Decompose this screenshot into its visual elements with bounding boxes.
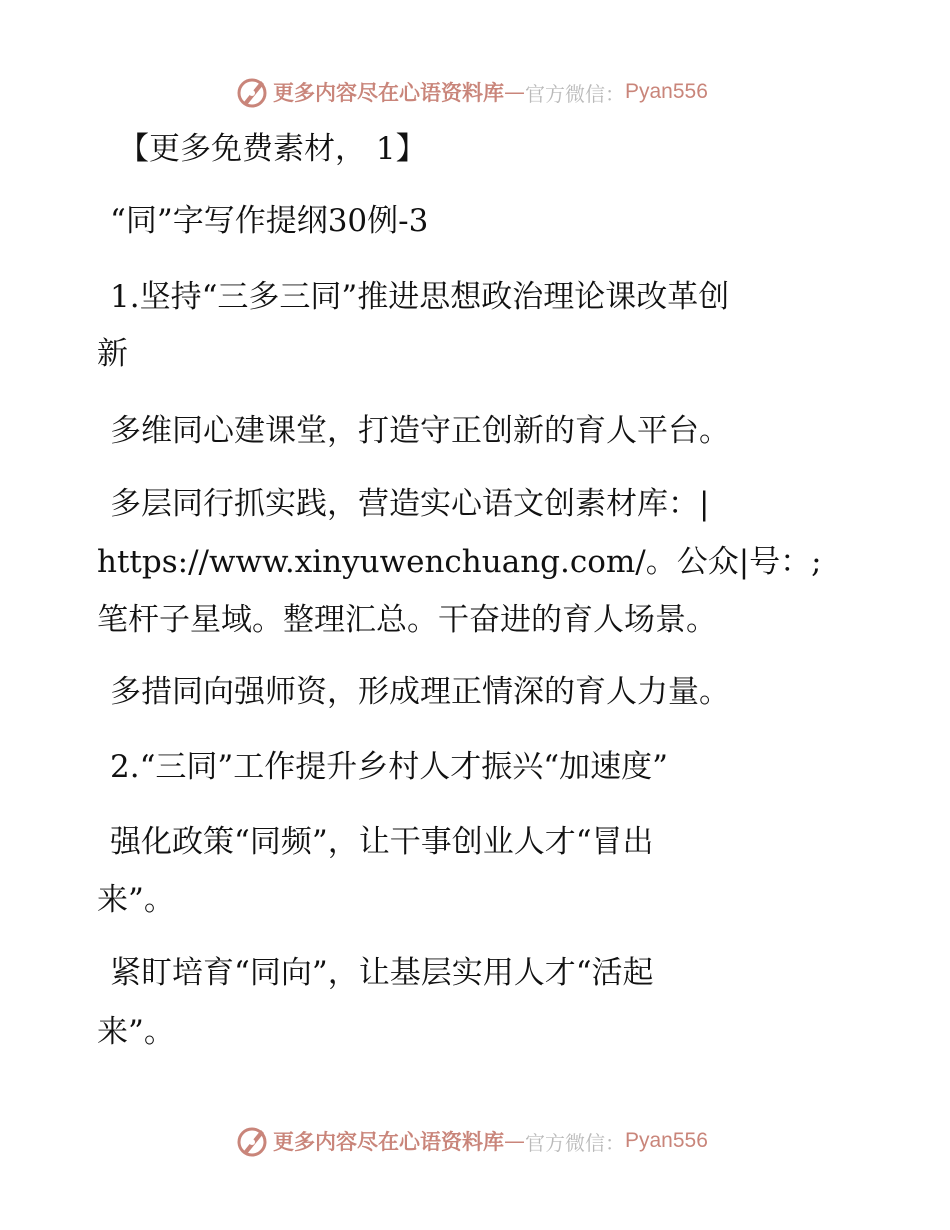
- header-banner: [0, 72, 950, 112]
- line-item-1-heading: 1.坚持“三多三同”推进思想政治理论课改革创: [110, 279, 730, 315]
- banner-wechat-id: Pyan556: [625, 1129, 708, 1152]
- line-item-2-point-1: 强化政策“同频”，让干事创业人才“冒出: [110, 824, 654, 860]
- line-item-1-point-2: 多层同行抓实践，营造实心语文创素材库：|: [110, 486, 710, 522]
- line-item-1-heading-cont: 新: [97, 336, 128, 372]
- banner-separator: —: [504, 1129, 525, 1153]
- line-item-2-point-2: 紧盯培育“同向”，让基层实用人才“活起: [110, 955, 654, 991]
- pen-logo-icon: [235, 75, 269, 109]
- banner-title: 更多内容尽在心语资料库: [273, 1129, 504, 1154]
- line-item-2-point-2-cont: 来”。: [97, 1014, 175, 1050]
- line-heading-more-materials: 【更多免费素材， 1】: [118, 131, 427, 167]
- line-item-1-point-3: 多措同向强师资，形成理正情深的育人力量。: [110, 674, 730, 710]
- banner-content: [235, 1121, 708, 1161]
- line-item-1-point-2-url: https://www.xinyuwenchuang.com/。公众|号：;: [97, 544, 822, 580]
- banner-title: 更多内容尽在心语资料库: [273, 80, 504, 105]
- line-title: “同”字写作提纲30例-3: [110, 203, 429, 239]
- banner-subtitle: 官方微信：: [525, 81, 625, 106]
- banner-subtitle: 官方微信：: [525, 1130, 625, 1155]
- line-item-1-point-1: 多维同心建课堂，打造守正创新的育人平台。: [110, 413, 730, 449]
- banner-content: [235, 72, 708, 112]
- pen-logo-icon: [235, 1124, 269, 1158]
- line-item-2-point-1-cont: 来”。: [97, 882, 175, 918]
- line-item-2-heading: 2.“三同”工作提升乡村人才振兴“加速度”: [110, 749, 668, 785]
- line-item-1-point-2-cont: 笔杆子星域。整理汇总。干奋进的育人场景。: [97, 602, 717, 638]
- banner-wechat-id: Pyan556: [625, 80, 708, 103]
- banner-separator: —: [504, 80, 525, 104]
- footer-banner: [0, 1121, 950, 1161]
